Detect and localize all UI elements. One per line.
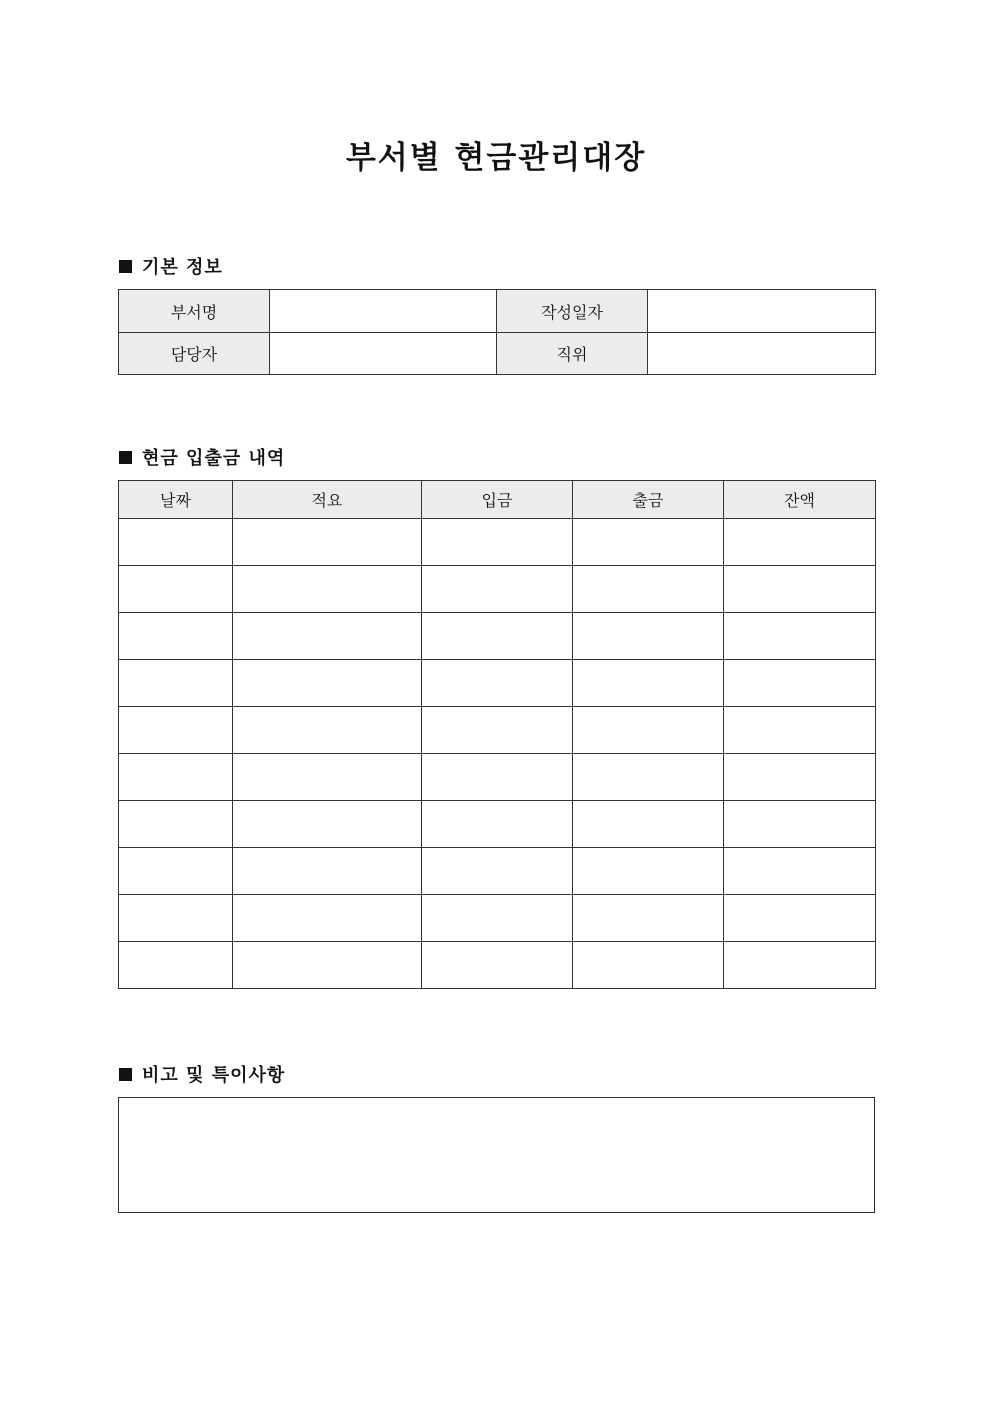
square-bullet-icon bbox=[119, 260, 132, 273]
dept-label: 부서명 bbox=[119, 290, 270, 333]
section-heading-ledger bbox=[119, 444, 285, 470]
deposit-cell[interactable] bbox=[422, 754, 573, 801]
withdrawal-cell[interactable] bbox=[573, 848, 724, 895]
date-cell[interactable] bbox=[119, 942, 233, 989]
position-field[interactable] bbox=[648, 333, 876, 375]
withdrawal-cell[interactable] bbox=[573, 895, 724, 942]
balance-cell[interactable] bbox=[724, 848, 876, 895]
balance-cell[interactable] bbox=[724, 942, 876, 989]
square-bullet-icon bbox=[119, 451, 132, 464]
section-heading-remarks bbox=[119, 1061, 285, 1087]
table-row bbox=[119, 895, 876, 942]
table-row bbox=[119, 942, 876, 989]
basic-info-table bbox=[118, 289, 876, 375]
remarks-box[interactable] bbox=[118, 1097, 875, 1213]
balance-cell[interactable] bbox=[724, 613, 876, 660]
column-header-date: 날짜 bbox=[119, 481, 233, 519]
description-cell[interactable] bbox=[233, 895, 422, 942]
withdrawal-cell[interactable] bbox=[573, 660, 724, 707]
column-header-withdrawal: 출금 bbox=[573, 481, 724, 519]
date-cell[interactable] bbox=[119, 566, 233, 613]
table-row bbox=[119, 566, 876, 613]
balance-cell[interactable] bbox=[724, 754, 876, 801]
date-cell[interactable] bbox=[119, 660, 233, 707]
balance-cell[interactable] bbox=[724, 660, 876, 707]
deposit-cell[interactable] bbox=[422, 707, 573, 754]
position-label: 직위 bbox=[497, 333, 648, 375]
date-cell[interactable] bbox=[119, 754, 233, 801]
column-header-balance: 잔액 bbox=[724, 481, 876, 519]
description-cell[interactable] bbox=[233, 660, 422, 707]
table-row bbox=[119, 519, 876, 566]
deposit-cell[interactable] bbox=[422, 942, 573, 989]
withdrawal-cell[interactable] bbox=[573, 519, 724, 566]
withdrawal-cell[interactable] bbox=[573, 754, 724, 801]
column-header-deposit: 입금 bbox=[422, 481, 573, 519]
section-heading-basic-info bbox=[119, 253, 223, 279]
section-heading-label: 기본 정보 bbox=[142, 257, 223, 278]
withdrawal-cell[interactable] bbox=[573, 801, 724, 848]
withdrawal-cell[interactable] bbox=[573, 707, 724, 754]
section-heading-label: 비고 및 특이사항 bbox=[142, 1065, 286, 1086]
manager-field[interactable] bbox=[270, 333, 497, 375]
date-cell[interactable] bbox=[119, 895, 233, 942]
description-cell[interactable] bbox=[233, 566, 422, 613]
table-row bbox=[119, 707, 876, 754]
balance-cell[interactable] bbox=[724, 801, 876, 848]
withdrawal-cell[interactable] bbox=[573, 942, 724, 989]
date-cell[interactable] bbox=[119, 613, 233, 660]
ledger-body bbox=[119, 519, 876, 989]
deposit-cell[interactable] bbox=[422, 848, 573, 895]
withdrawal-cell[interactable] bbox=[573, 613, 724, 660]
column-header-description: 적요 bbox=[233, 481, 422, 519]
table-row bbox=[119, 754, 876, 801]
description-cell[interactable] bbox=[233, 848, 422, 895]
description-cell[interactable] bbox=[233, 801, 422, 848]
section-heading-label: 현금 입출금 내역 bbox=[142, 448, 286, 469]
description-cell[interactable] bbox=[233, 707, 422, 754]
date-cell[interactable] bbox=[119, 848, 233, 895]
description-cell[interactable] bbox=[233, 754, 422, 801]
deposit-cell[interactable] bbox=[422, 660, 573, 707]
balance-cell[interactable] bbox=[724, 519, 876, 566]
balance-cell[interactable] bbox=[724, 566, 876, 613]
date-cell[interactable] bbox=[119, 707, 233, 754]
description-cell[interactable] bbox=[233, 519, 422, 566]
balance-cell[interactable] bbox=[724, 895, 876, 942]
deposit-cell[interactable] bbox=[422, 613, 573, 660]
deposit-cell[interactable] bbox=[422, 895, 573, 942]
date-field[interactable] bbox=[648, 290, 876, 333]
deposit-cell[interactable] bbox=[422, 519, 573, 566]
page-title: 부서별 현금관리대장 bbox=[345, 140, 647, 176]
square-bullet-icon bbox=[119, 1068, 132, 1081]
description-cell[interactable] bbox=[233, 942, 422, 989]
ledger-table bbox=[118, 480, 876, 989]
deposit-cell[interactable] bbox=[422, 801, 573, 848]
date-label: 작성일자 bbox=[497, 290, 648, 333]
manager-label: 담당자 bbox=[119, 333, 270, 375]
description-cell[interactable] bbox=[233, 613, 422, 660]
table-row bbox=[119, 660, 876, 707]
withdrawal-cell[interactable] bbox=[573, 566, 724, 613]
date-cell[interactable] bbox=[119, 519, 233, 566]
table-row bbox=[119, 801, 876, 848]
table-row bbox=[119, 848, 876, 895]
date-cell[interactable] bbox=[119, 801, 233, 848]
balance-cell[interactable] bbox=[724, 707, 876, 754]
table-row bbox=[119, 613, 876, 660]
deposit-cell[interactable] bbox=[422, 566, 573, 613]
dept-field[interactable] bbox=[270, 290, 497, 333]
